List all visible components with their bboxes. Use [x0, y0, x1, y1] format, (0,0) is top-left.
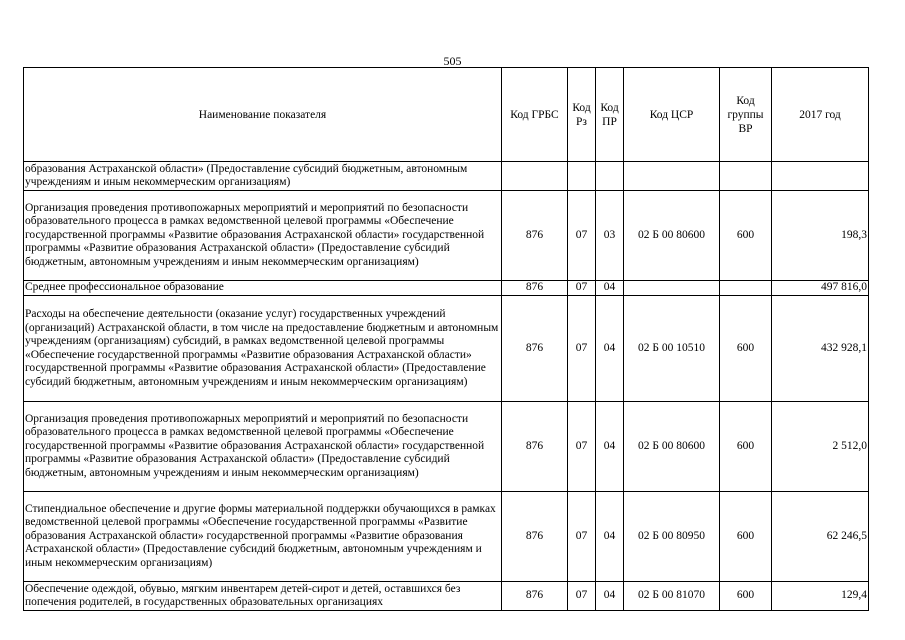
- row-grbs: 876: [502, 402, 568, 492]
- row-vr: [720, 281, 772, 296]
- row-pr: [596, 162, 624, 191]
- header-rz: Код Рз: [568, 68, 596, 162]
- row-grbs: 876: [502, 492, 568, 582]
- row-pr: 03: [596, 191, 624, 281]
- row-grbs: 876: [502, 582, 568, 611]
- header-pr: Код ПР: [596, 68, 624, 162]
- row-name: Обеспечение одеждой, обувью, мягким инвентарем детей-сирот и детей, оставшихся без попечения родителей, в государственных образовательных организациях: [24, 582, 502, 611]
- row-csr: 02 Б 00 80950: [624, 492, 720, 582]
- row-grbs: 876: [502, 281, 568, 296]
- row-grbs: 876: [502, 191, 568, 281]
- row-name: Организация проведения противопожарных мероприятий и мероприятий по безопасности образовательного процесса в рамках ведомственной целевой программы «Обеспечение государственной программы «Развитие образования Астраханской области» государственной программы «Развитие образования Астраханской области» (Предоставление субсидий бюджетным, автономным учреждениям и иным некоммерческим организациям): [24, 191, 502, 281]
- header-year: 2017 год: [772, 68, 869, 162]
- row-vr: 600: [720, 402, 772, 492]
- row-rz: 07: [568, 191, 596, 281]
- table-row: [24, 402, 869, 492]
- row-name: образования Астраханской области» (Предоставление субсидий бюджетным, автономным учреждениям и иным некоммерческим организациям): [24, 162, 502, 191]
- row-rz: 07: [568, 296, 596, 402]
- header-name: Наименование показателя: [24, 68, 502, 162]
- row-csr: 02 Б 00 80600: [624, 191, 720, 281]
- row-name: Среднее профессиональное образование: [24, 281, 502, 296]
- row-rz: 07: [568, 582, 596, 611]
- row-vr: 600: [720, 296, 772, 402]
- row-amount: 198,3: [772, 191, 869, 281]
- row-vr: 600: [720, 492, 772, 582]
- table-row: [24, 296, 869, 402]
- table-row: [24, 162, 869, 191]
- row-amount: 2 512,0: [772, 402, 869, 492]
- row-csr: [624, 281, 720, 296]
- row-csr: 02 Б 00 80600: [624, 402, 720, 492]
- row-rz: 07: [568, 281, 596, 296]
- row-amount: 432 928,1: [772, 296, 869, 402]
- header-grbs: Код ГРБС: [502, 68, 568, 162]
- header-row: [24, 68, 869, 162]
- row-rz: 07: [568, 492, 596, 582]
- header-vr: Код группы ВР: [720, 68, 772, 162]
- row-pr: 04: [596, 492, 624, 582]
- table-row: [24, 492, 869, 582]
- row-rz: [568, 162, 596, 191]
- row-vr: 600: [720, 582, 772, 611]
- row-amount: [772, 162, 869, 191]
- header-csr: Код ЦСР: [624, 68, 720, 162]
- row-vr: [720, 162, 772, 191]
- page-number: 505: [443, 54, 462, 68]
- row-amount: 129,4: [772, 582, 869, 611]
- row-csr: 02 Б 00 10510: [624, 296, 720, 402]
- row-amount: 62 246,5: [772, 492, 869, 582]
- row-csr: [624, 162, 720, 191]
- row-pr: 04: [596, 582, 624, 611]
- row-grbs: 876: [502, 296, 568, 402]
- table-row: [24, 191, 869, 281]
- row-name: Стипендиальное обеспечение и другие формы материальной поддержки обучающихся в рамках ведомственной целевой программы «Обеспечение государственной программы «Развитие образования Астраханской области» государственной программы «Развитие образования Астраханской области» (Предоставление субсидий бюджетным, автономным учреждениям и иным некоммерческим организациям): [24, 492, 502, 582]
- table-row: [24, 281, 869, 296]
- row-name: Расходы на обеспечение деятельности (оказание услуг) государственных учреждений (организаций) Астраханской области, в том числе на предоставление бюджетным и автономным учреждениям (организациям) субсидий, в рамках ведомственной целевой программы «Обеспечение государственной программы «Развитие образования Астраханской области» государственной программы «Развитие образования Астраханской области» (Предоставление субсидий бюджетным, автономным учреждениям и иным некоммерческим организациям): [24, 296, 502, 402]
- table-row: [24, 582, 869, 611]
- row-rz: 07: [568, 402, 596, 492]
- row-pr: 04: [596, 281, 624, 296]
- budget-table: [23, 67, 869, 611]
- row-grbs: [502, 162, 568, 191]
- row-amount: 497 816,0: [772, 281, 869, 296]
- row-vr: 600: [720, 191, 772, 281]
- row-csr: 02 Б 00 81070: [624, 582, 720, 611]
- row-name: Организация проведения противопожарных мероприятий и мероприятий по безопасности образовательного процесса в рамках ведомственной целевой программы «Обеспечение государственной программы «Развитие образования Астраханской области» государственной программы «Развитие образования Астраханской области» (Предоставление субсидий бюджетным, автономным учреждениям и иным некоммерческим организациям): [24, 402, 502, 492]
- row-pr: 04: [596, 402, 624, 492]
- row-pr: 04: [596, 296, 624, 402]
